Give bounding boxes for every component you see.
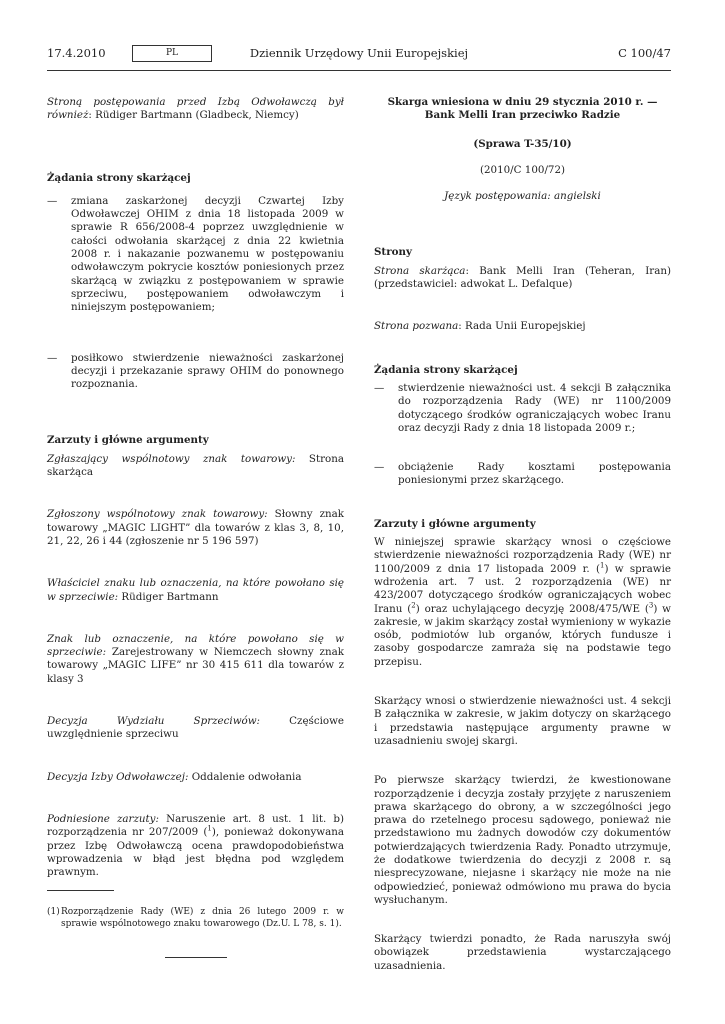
intro-paragraph: Stroną postępowania przed Izbą Odwoławczą był również: Rüdiger Bartmann (Gladbeck, Niemcy) [47,96,344,122]
defendant: Strona pozwana: Rada Unii Europejskiej [374,320,586,333]
pleas-paragraph: W niniejszej sprawie skarżący wnosi o częściowe stwierdzenie nieważności rozporządzenia Rady (WE) nr 1100/2009 z dnia 17 listopada 2009 r. ($^1$) w sprawie wdrożenia art. 7 ust. 2 rozporządzenia (WE) nr 423/2007 dotyczącego środków ograniczających wobec Iranu ($^2$) oraz uchylającego decyzję 2008/475/WE ($^3$) w zakresie, w jakim skarżący został wymieniony w wykazie osób, podmiotów lub organów, których fundusze i zasoby gospodarcze zamraża się na podstawie tego przepisu. [374,536,672,668]
footnote [47,907,344,930]
footnote-mark: (1) [47,907,60,917]
journal-title: Dziennik Urzędowy Unii Europejskiej [249,46,469,60]
claim-item: — posiłkowo stwierdzenie nieważności zaskarżonej decyzji i przekazanie sprawy OHIM do ponownego rozpoznania. [47,352,344,392]
publication-date: 17.4.2010 [47,46,106,60]
pleas-paragraph: Skarżący twierdzi ponadto, że Rada naruszyła swój obowiązek przedstawienia wystarczającego uzasadnienia. [374,933,671,972]
opposition-decision: Decyzja Wydziału Sprzeciwów: Częściowe uwzględnienie sprzeciwu [47,715,345,741]
claim-item: — obciążenie Rady kosztami postępowania poniesionymi przez skarżącego. [374,461,671,488]
footnote-ref: 1 [600,561,605,570]
claim-item: — stwierdzenie nieważności ust. 4 sekcji B załącznika do rozporządzenia Rady (WE) nr 1100/2009 dotyczącego środków ograniczających wobec Iranu oraz decyzji Rady z dnia 18 listopada 2009 r.; [374,382,671,435]
pleas-heading: Zarzuty i główne argumenty [374,517,536,530]
language-of-case: Język postępowania: angielski [444,190,601,203]
trademark-applied: Zgłoszony wspólnotowy znak towarowy: Słowny znak towarowy „MAGIC LIGHT” dla towarów z klas 3, 8, 10, 21, 22, 26 i 44 (zgłoszenie nr 5 196 597) [47,508,344,547]
pleas-heading: Zarzuty i główne argumenty [47,434,209,447]
end-rule [165,957,227,958]
footnote-ref: 1 [207,824,212,833]
board-decision: Decyzja Izby Odwoławczej: Oddalenie odwołania [47,770,302,783]
applicant: Strona skarżąca: Bank Melli Iran (Teheran, Iran) (przedstawiciel: adwokat L. Defalque) [374,264,671,291]
footnote-rule [47,890,114,891]
case-number: (Sprawa T-35/10) [473,137,572,150]
issue-number: C 100/47 [618,46,671,60]
left-column [47,96,344,879]
applicant-tm: Zgłaszający wspólnotowy znak towarowy: Strona skarżąca [47,452,345,479]
claim-item: — zmiana zaskarżonej decyzji Czwartej Izby Odwoławczej OHIM z dnia 18 listopada 2009 w sprawie R 656/2008-4 poprzez uwzględnienie w całości odwołania skarżącej z dnia 22 kwietnia 2008 r. i nakazanie pozwanemu w postępowaniu odwoławczym pokrycie kosztów poniesionych przez skarżącą w związku z postępowaniem w sprawie sprzeciwu, postępowaniem odwoławczym i niniejszym postępowaniem; [47,195,344,315]
oj-reference: (2010/C 100/72) [479,163,566,176]
earlier-mark: Znak lub oznaczenie, na które powołano się w sprzeciwie: Zarejestrowany w Niemczech słowny znak towarowy „MAGIC LIFE” nr 30 415 611 dla towarów z klasy 3 [47,632,344,685]
footnote-ref: 2 [411,601,416,610]
right-column [374,96,671,973]
mark-owner: Właściciel znaku lub oznaczenia, na które powołano się w sprzeciwie: Rüdiger Bartmann [47,577,344,603]
header-rule [47,70,671,71]
case-title: Skarga wniesiona w dniu 29 stycznia 2010 r. — Bank Melli Iran przeciwko Radzie [387,96,658,122]
footnote-ref: 3 [648,601,654,610]
parties-heading: Strony [374,246,412,259]
pleas-raised: Podniesione zarzuty: Naruszenie art. 8 ust. 1 lit. b) rozporządzenia nr 207/2009 ($^1$), ponieważ dokonywana przez Izbę Odwoławczą ocena prawdopodobieństwa wprowadzenia w błąd jest błędna pod względem prawnym. [47,812,344,879]
pleas-paragraph: Po pierwsze skarżący twierdzi, że kwestionowane rozporządzenie i decyzja zostały przyjęte z naruszeniem prawa skarżącego do obrony, a w szczególności jego prawa do rzetelnego procesu sądowego, ponieważ nie przedstawiono mu żadnych dowodów czy dokumentów potwierdzających twierdzenia Rady. Ponadto utrzymuje, że dodatkowe twierdzenia do decyzji z 2008 r. są niesprecyzowane, niejasne i skarżący nie może na nie odpowiedzieć, ponieważ odmówiono mu prawa do bycia wysłuchanym. [374,774,671,906]
claims-heading: Żądania strony skarżącej [374,363,518,376]
page-header [47,46,671,64]
claims-heading: Żądania strony skarżącej [47,171,191,184]
footnote-text: Rozporządzenie Rady (WE) z dnia 26 lutego 2009 r. w sprawie wspólnotowego znaku towarowego (Dz.U. L 78, s. 1). [61,907,344,929]
language-badge: PL [132,45,212,62]
pleas-paragraph: Skarżący wnosi o stwierdzenie nieważności ust. 4 sekcji B załącznika w zakresie, w jakim dotyczy on skarżącego i przedstawia następujące argumenty prawne w uzasadnieniu swojej skargi. [374,695,671,747]
